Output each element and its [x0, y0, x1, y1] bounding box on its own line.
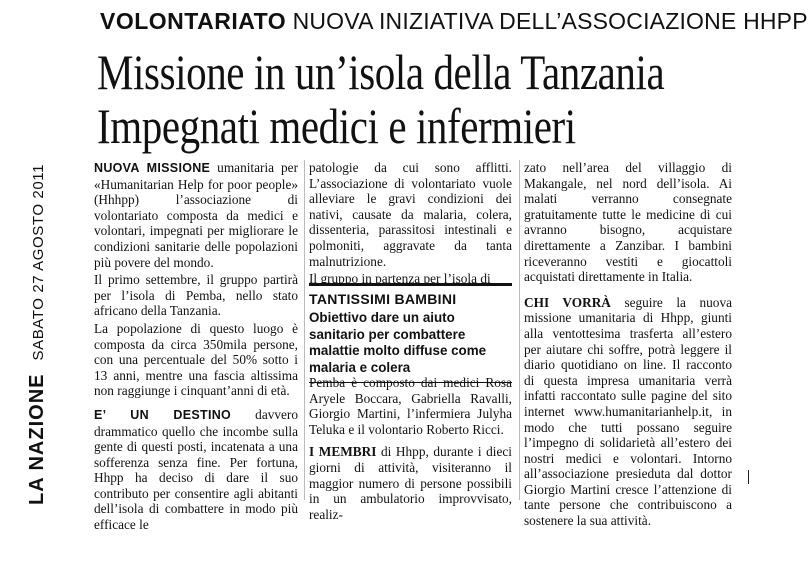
kicker-text: NUOVA INIZIATIVA DELL’ASSOCIAZIONE HHPP: [292, 8, 808, 34]
paragraph: [524, 295, 732, 529]
paragraph-text: seguire la nuova missione umanitaria di Hhpp, giunti alla ventottesima trasferta all’estero per aiutare chi soffre, potrà leggere il diario quotidiano on line. Il racconto di questa impresa umanitaria verrà infatti raccontato sulle pagine del sito internet www.humanitarianhelp.it, in modo che tutti possano seguire l’impegno di solidarietà all’estero dei nostri medici e volontari. Intorno all’associazione presieduta dal dottor Giorgio Martini cresce l’attenzione di tante persone che contribuiscono a sostenere la sua attività.: [524, 294, 732, 529]
lead-in: CHI VORRÀ: [524, 294, 611, 310]
box-title: TANTISSIMI BAMBINI: [309, 291, 457, 307]
paragraph-text: di Hhpp, durante i dieci giorni di attività, visiteranno il maggior numero di persone possibili in un ambulatorio improvvisato, realiz-: [309, 444, 512, 522]
paragraph: La popolazione di questo luogo è composta da circa 350mila persone, con una percentuale del 50% sotto i 13 anni, mentre una fascia altissima non raggiunge i cinquant’anni di età.: [94, 320, 298, 399]
article-column-3: [524, 160, 732, 529]
paragraph: [94, 160, 298, 270]
paragraph: Il gruppo in partenza per l’isola di: [309, 271, 491, 287]
column-separator: [519, 160, 520, 500]
paragraph: [94, 407, 298, 533]
paragraph-text: umanitaria per «Humanitarian Help for poor people» (Hhhpp) l’associazione di volontariato composta da medici e volontari, impegnati per migliorare le condizioni sanitarie delle popolazioni più povere del mondo.: [94, 160, 298, 270]
newspaper-name: LA NAZIONE: [26, 373, 48, 505]
headline-line-2: Impegnati medici e infermieri: [97, 98, 576, 154]
masthead: [22, 145, 52, 505]
lead-in: NUOVA MISSIONE: [94, 161, 211, 175]
article-column-2: [309, 160, 512, 287]
article-column-2-continued: [309, 375, 512, 522]
paragraph-text: davvero drammatico quello che incombe sulla gente di questi posti, incatenata a una sofferenza senza fine. Per fortuna, Hhpp ha deciso di dare il suo contributo per consentire agli abitanti dell’isola di combattere in modo più efficace le: [94, 406, 298, 533]
lead-in: E’ UN DESTINO: [94, 407, 232, 422]
article-column-1: [94, 160, 298, 533]
column-separator: [304, 160, 305, 500]
paragraph: Il primo settembre, il gruppo partirà per l’isola di Pemba, nello stato africano della Tanzania.: [94, 272, 298, 319]
issue-date: SABATO 27 AGOSTO 2011: [30, 163, 47, 361]
paragraph: [309, 444, 512, 522]
sidebar-box: [309, 283, 512, 383]
box-subtitle: Obiettivo dare un aiuto sanitario per combattere malattie molto diffuse come malaria e colera: [309, 310, 487, 375]
edge-mark: [748, 470, 749, 484]
headline-line-1: Missione in un’isola della Tanzania: [97, 44, 665, 100]
lead-in: I MEMBRI: [309, 444, 377, 460]
kicker-tag: VOLONTARIATO: [100, 8, 287, 34]
paragraph: Pemba è composto dai medici Rosa Aryele Boccara, Gabriella Ravalli, Giorgio Martini, l’infermiera Julyha Teluka e il volontario Roberto Ricci.: [309, 375, 512, 437]
kicker: [100, 6, 808, 36]
paragraph: patologie da cui sono afflitti. L’associazione di volontariato vuole alleviare le gravi condizioni dei nativi, causate da malaria, colera, dissenteria, parassitosi intestinali e polmoniti, aggravate da tanta malnutrizione.: [309, 160, 512, 269]
paragraph: zato nell’area del villaggio di Makangale, nel nord dell’isola. Ai malati verranno consegnate gratuitamente tutte le medicine di cui avranno bisogno, acquistare direttamente a Zanzibar. I bambini riceveranno vestiti e giocattoli acquistati direttamente in Italia.: [524, 160, 732, 285]
